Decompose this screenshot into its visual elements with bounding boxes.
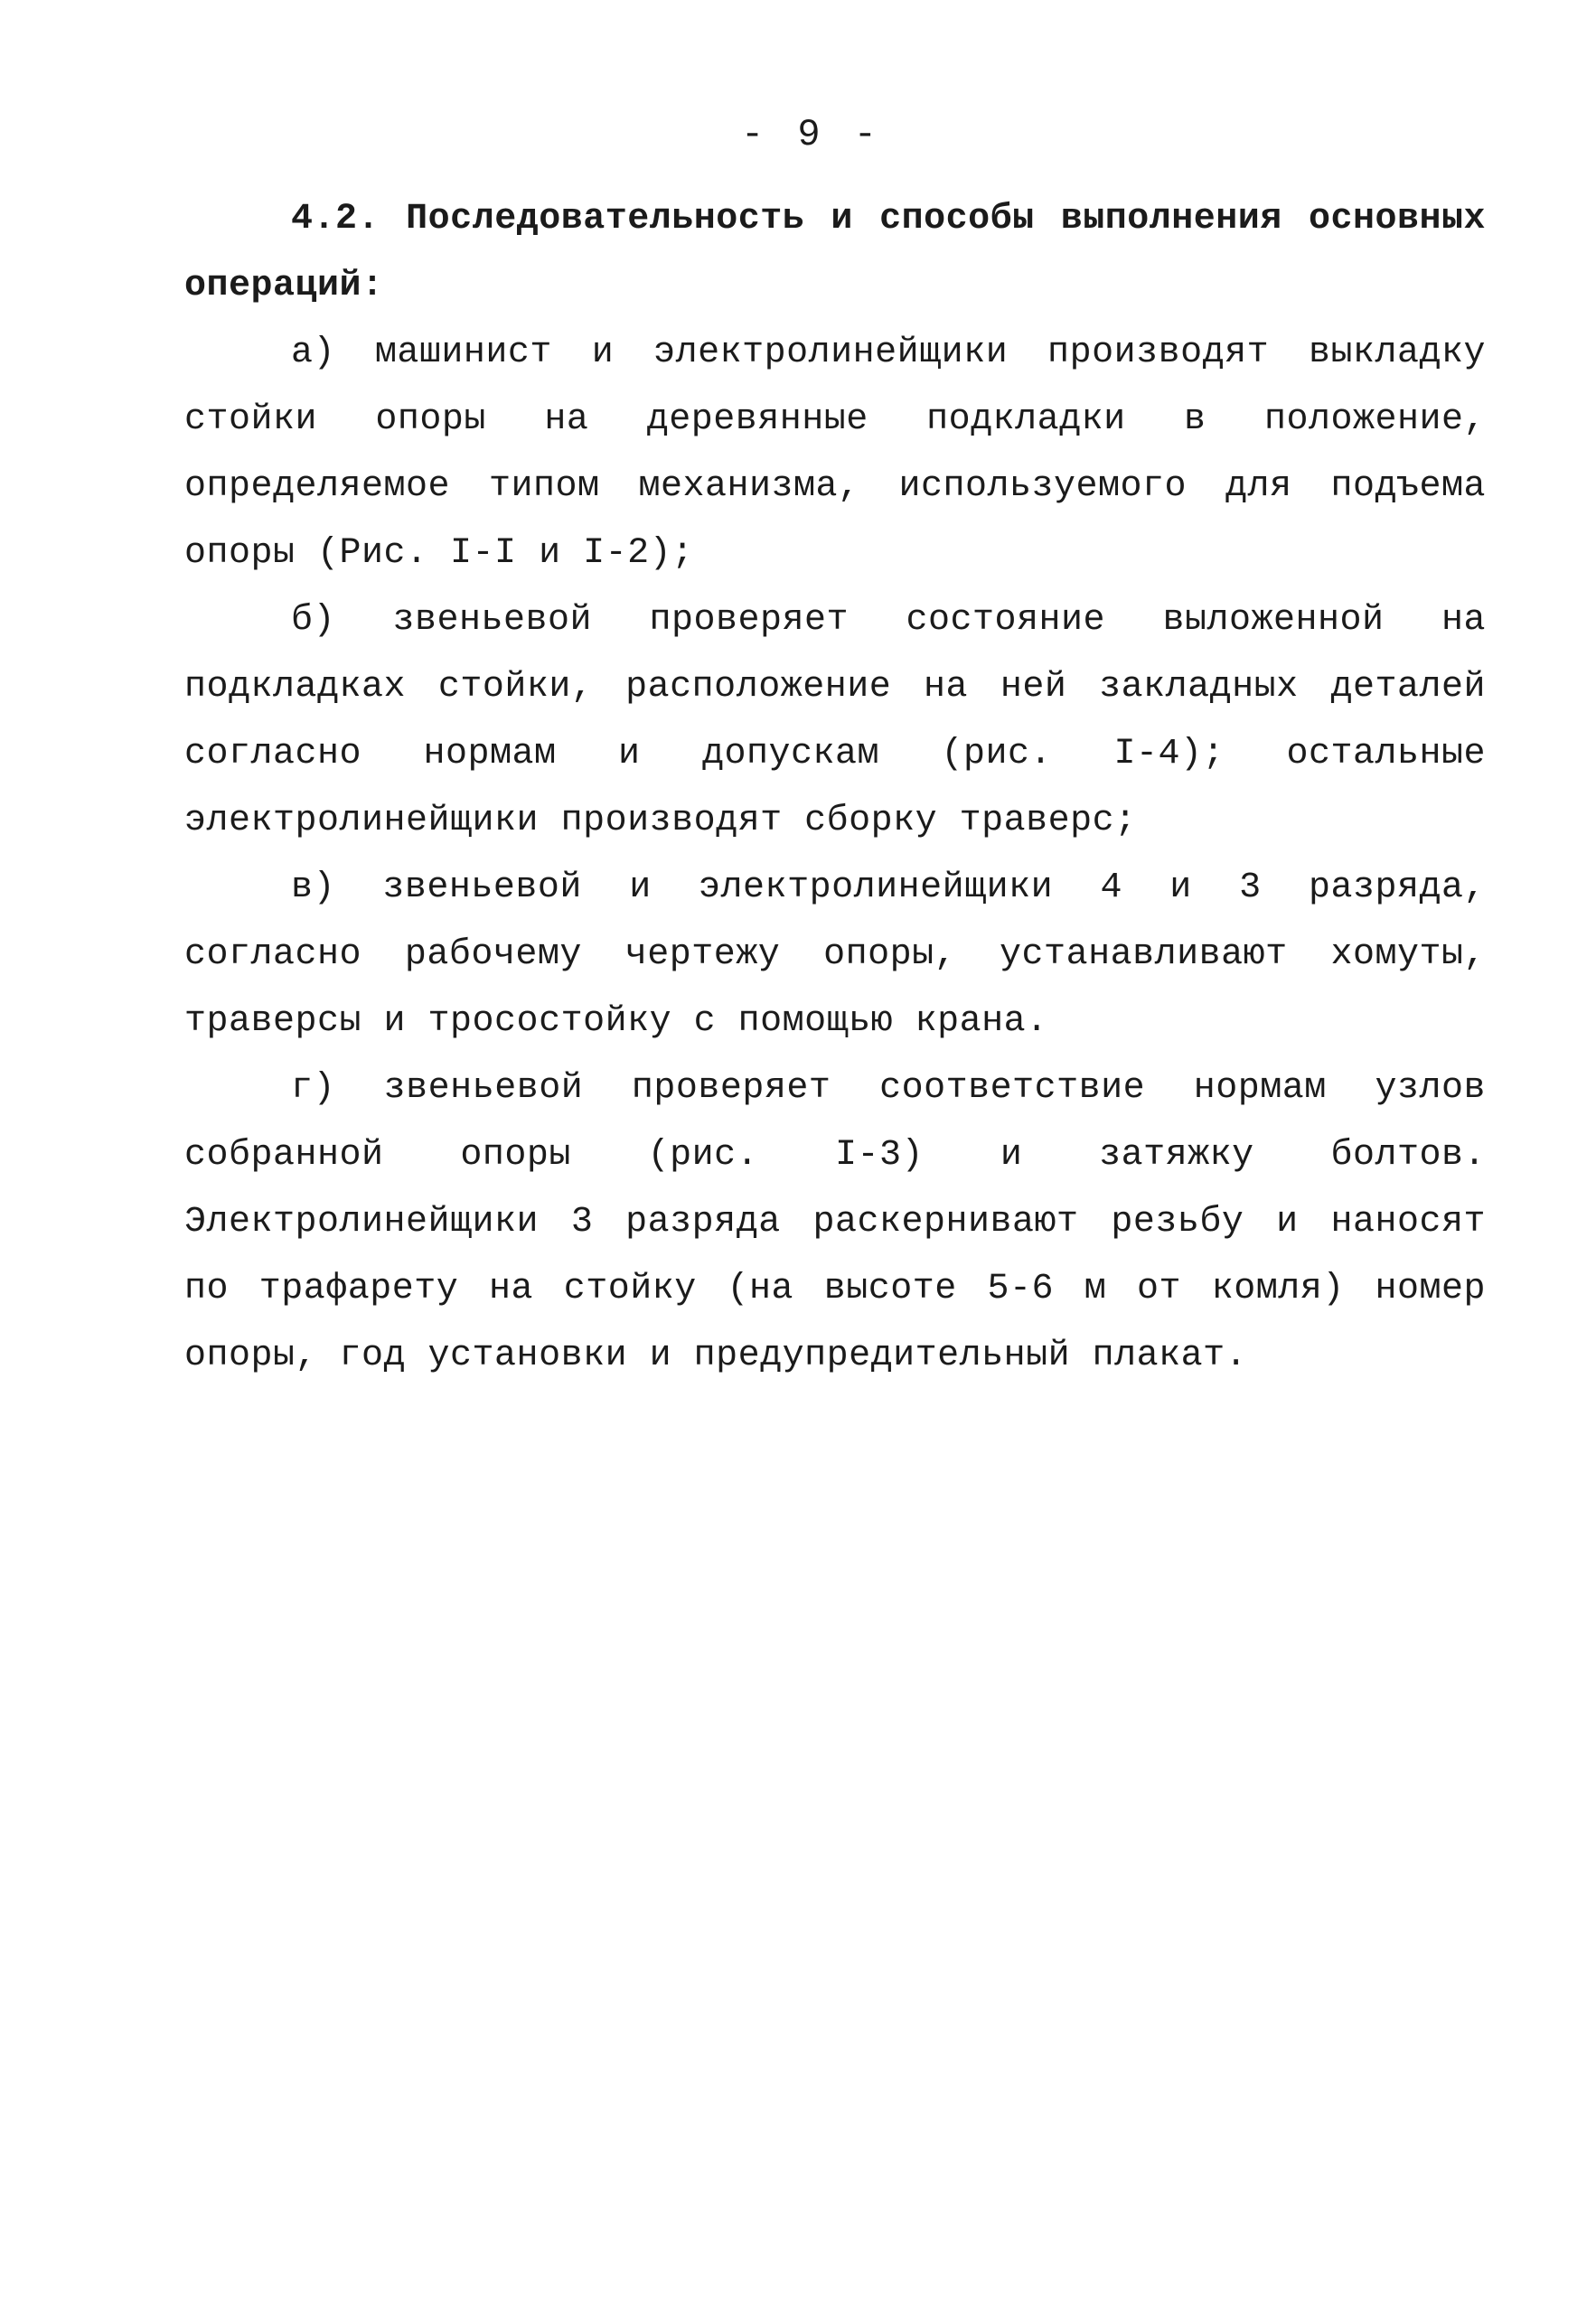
section-heading: 4.2. Последовательность и способы выполнения основных операций: — [184, 199, 1486, 306]
list-item-g: г) звеньевой проверяет соответствие нормам узлов собранной опоры (рис. I-3) и затяжку болтов. Электролинейщики 3 разряда раскернивают резьбу и наносят по трафарету на стойку (на высоте 5-6 м от комля) номер опоры, год установки и предупредительный плакат. — [184, 1068, 1486, 1376]
page-number: - 9 - — [740, 113, 883, 156]
list-item-b: б) звеньевой проверяет состояние выложенной на подкладках стойки, расположение на ней закладных деталей согласно нормам и допускам (рис. I-4); остальные электролинейщики производят сборку траверс; — [184, 600, 1486, 841]
list-item-a: а) машинист и электролинейщики производят выкладку стойки опоры на деревянные подкладки в положение, определяемое типом механизма, используемого для подъема опоры (Рис. I-I и I-2); — [184, 333, 1486, 574]
list-item-v: в) звеньевой и электролинейщики 4 и 3 разряда, согласно рабочему чертежу опоры, устанавливают хомуты, траверсы и тросостойку с помощью крана. — [184, 867, 1486, 1042]
document-body — [184, 186, 1486, 1390]
